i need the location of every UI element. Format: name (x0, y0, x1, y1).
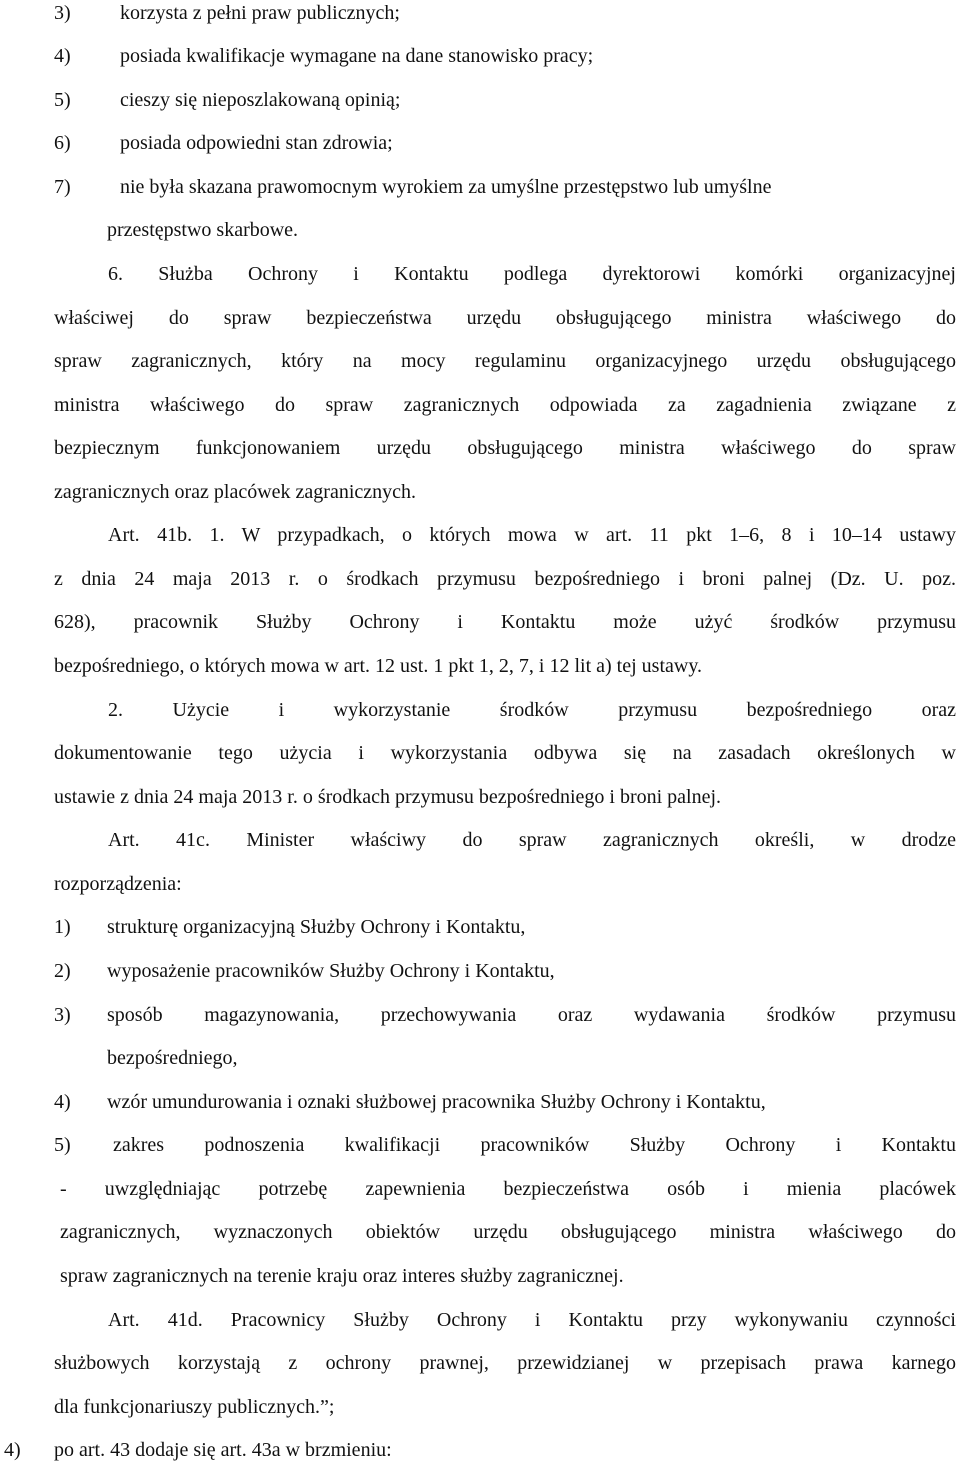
text-line: Art. 41c. Minister właściwy do spraw zagranicznych określi, w drodze (108, 829, 956, 851)
text-line: 628), pracownik Służby Ochrony i Kontaktu może użyć środków przymusu (54, 611, 956, 633)
text-line: Art. 41b. 1. W przypadkach, o których mowa w art. 11 pkt 1–6, 8 i 10–14 ustawy (108, 524, 956, 546)
list-b-text: zakres podnoszenia kwalifikacji pracowników Służby Ochrony i Kontaktu (113, 1134, 956, 1156)
list-b-num: 3) (54, 1004, 71, 1026)
text-line: 2. Użycie i wykorzystanie środków przymusu bezpośredniego oraz (108, 699, 956, 721)
list-a-text: korzysta z pełni praw publicznych; (120, 2, 400, 24)
list-b-num: 5) (54, 1134, 71, 1156)
text-line: spraw zagranicznych na terenie kraju oraz interes służby zagranicznej. (60, 1265, 624, 1287)
list-a-num: 5) (54, 89, 71, 111)
list-b-num: 2) (54, 960, 71, 982)
list-b-text: sposób magazynowania, przechowywania oraz wydawania środków przymusu (107, 1004, 956, 1026)
list-a-continuation: przestępstwo skarbowe. (107, 219, 299, 241)
list-b-text: wzór umundurowania i oznaki służbowej pracownika Służby Ochrony i Kontaktu, (107, 1091, 766, 1113)
list-b-num: 1) (54, 916, 71, 938)
text-line: bezpośredniego, o których mowa w art. 12 ust. 1 pkt 1, 2, 7, i 12 lit a) tej ustawy. (54, 655, 703, 677)
list-a-num: 3) (54, 2, 71, 24)
final-item-num: 4) (4, 1439, 21, 1461)
list-b-text: bezpośredniego, (107, 1047, 238, 1069)
text-line: dokumentowanie tego użycia i wykorzystania odbywa się na zasadach określonych w (54, 742, 956, 764)
text-line: Art. 41d. Pracownicy Służby Ochrony i Kontaktu przy wykonywaniu czynności (108, 1309, 956, 1331)
final-item-text: po art. 43 dodaje się art. 43a w brzmieniu: (54, 1439, 392, 1461)
list-a-text: cieszy się nieposzlakowaną opinią; (120, 89, 401, 111)
text-line: dla funkcjonariuszy publicznych.”; (54, 1396, 335, 1418)
text-line: zagranicznych, wyznaczonych obiektów urzędu obsługującego ministra właściwego do (60, 1221, 956, 1243)
list-a-num: 4) (54, 45, 71, 67)
text-line: rozporządzenia: (54, 873, 182, 895)
text-line: zagranicznych oraz placówek zagranicznych. (54, 481, 417, 503)
text-line: spraw zagranicznych, który na mocy regulaminu organizacyjnego urzędu obsługującego (54, 350, 956, 372)
text-line: służbowych korzystają z ochrony prawnej, przewidzianej w przepisach prawa karnego (54, 1352, 956, 1374)
list-a-text: posiada odpowiedni stan zdrowia; (120, 132, 393, 154)
text-line: 6. Służba Ochrony i Kontaktu podlega dyrektorowi komórki organizacyjnej (108, 263, 956, 285)
text-line: bezpiecznym funkcjonowaniem urzędu obsługującego ministra właściwego do spraw (54, 437, 956, 459)
text-line: ministra właściwego do spraw zagranicznych odpowiada za zagadnienia związane z (54, 394, 956, 416)
list-a-text: nie była skazana prawomocnym wyrokiem za umyślne przestępstwo lub umyślne (120, 176, 772, 198)
text-line: właściwej do spraw bezpieczeństwa urzędu obsługującego ministra właściwego do (54, 307, 956, 329)
text-line: - uwzględniając potrzebę zapewnienia bezpieczeństwa osób i mienia placówek (60, 1178, 956, 1200)
list-b-num: 4) (54, 1091, 71, 1113)
list-b-text: wyposażenie pracowników Służby Ochrony i Kontaktu, (107, 960, 555, 982)
text-line: ustawie z dnia 24 maja 2013 r. o środkach przymusu bezpośredniego i broni palnej. (54, 786, 722, 808)
text-line: z dnia 24 maja 2013 r. o środkach przymusu bezpośredniego i broni palnej (Dz. U. poz. (54, 568, 956, 590)
list-a-num: 7) (54, 176, 71, 198)
list-a-text: posiada kwalifikacje wymagane na dane stanowisko pracy; (120, 45, 594, 67)
list-b-text: strukturę organizacyjną Służby Ochrony i Kontaktu, (107, 916, 526, 938)
list-a-num: 6) (54, 132, 71, 154)
